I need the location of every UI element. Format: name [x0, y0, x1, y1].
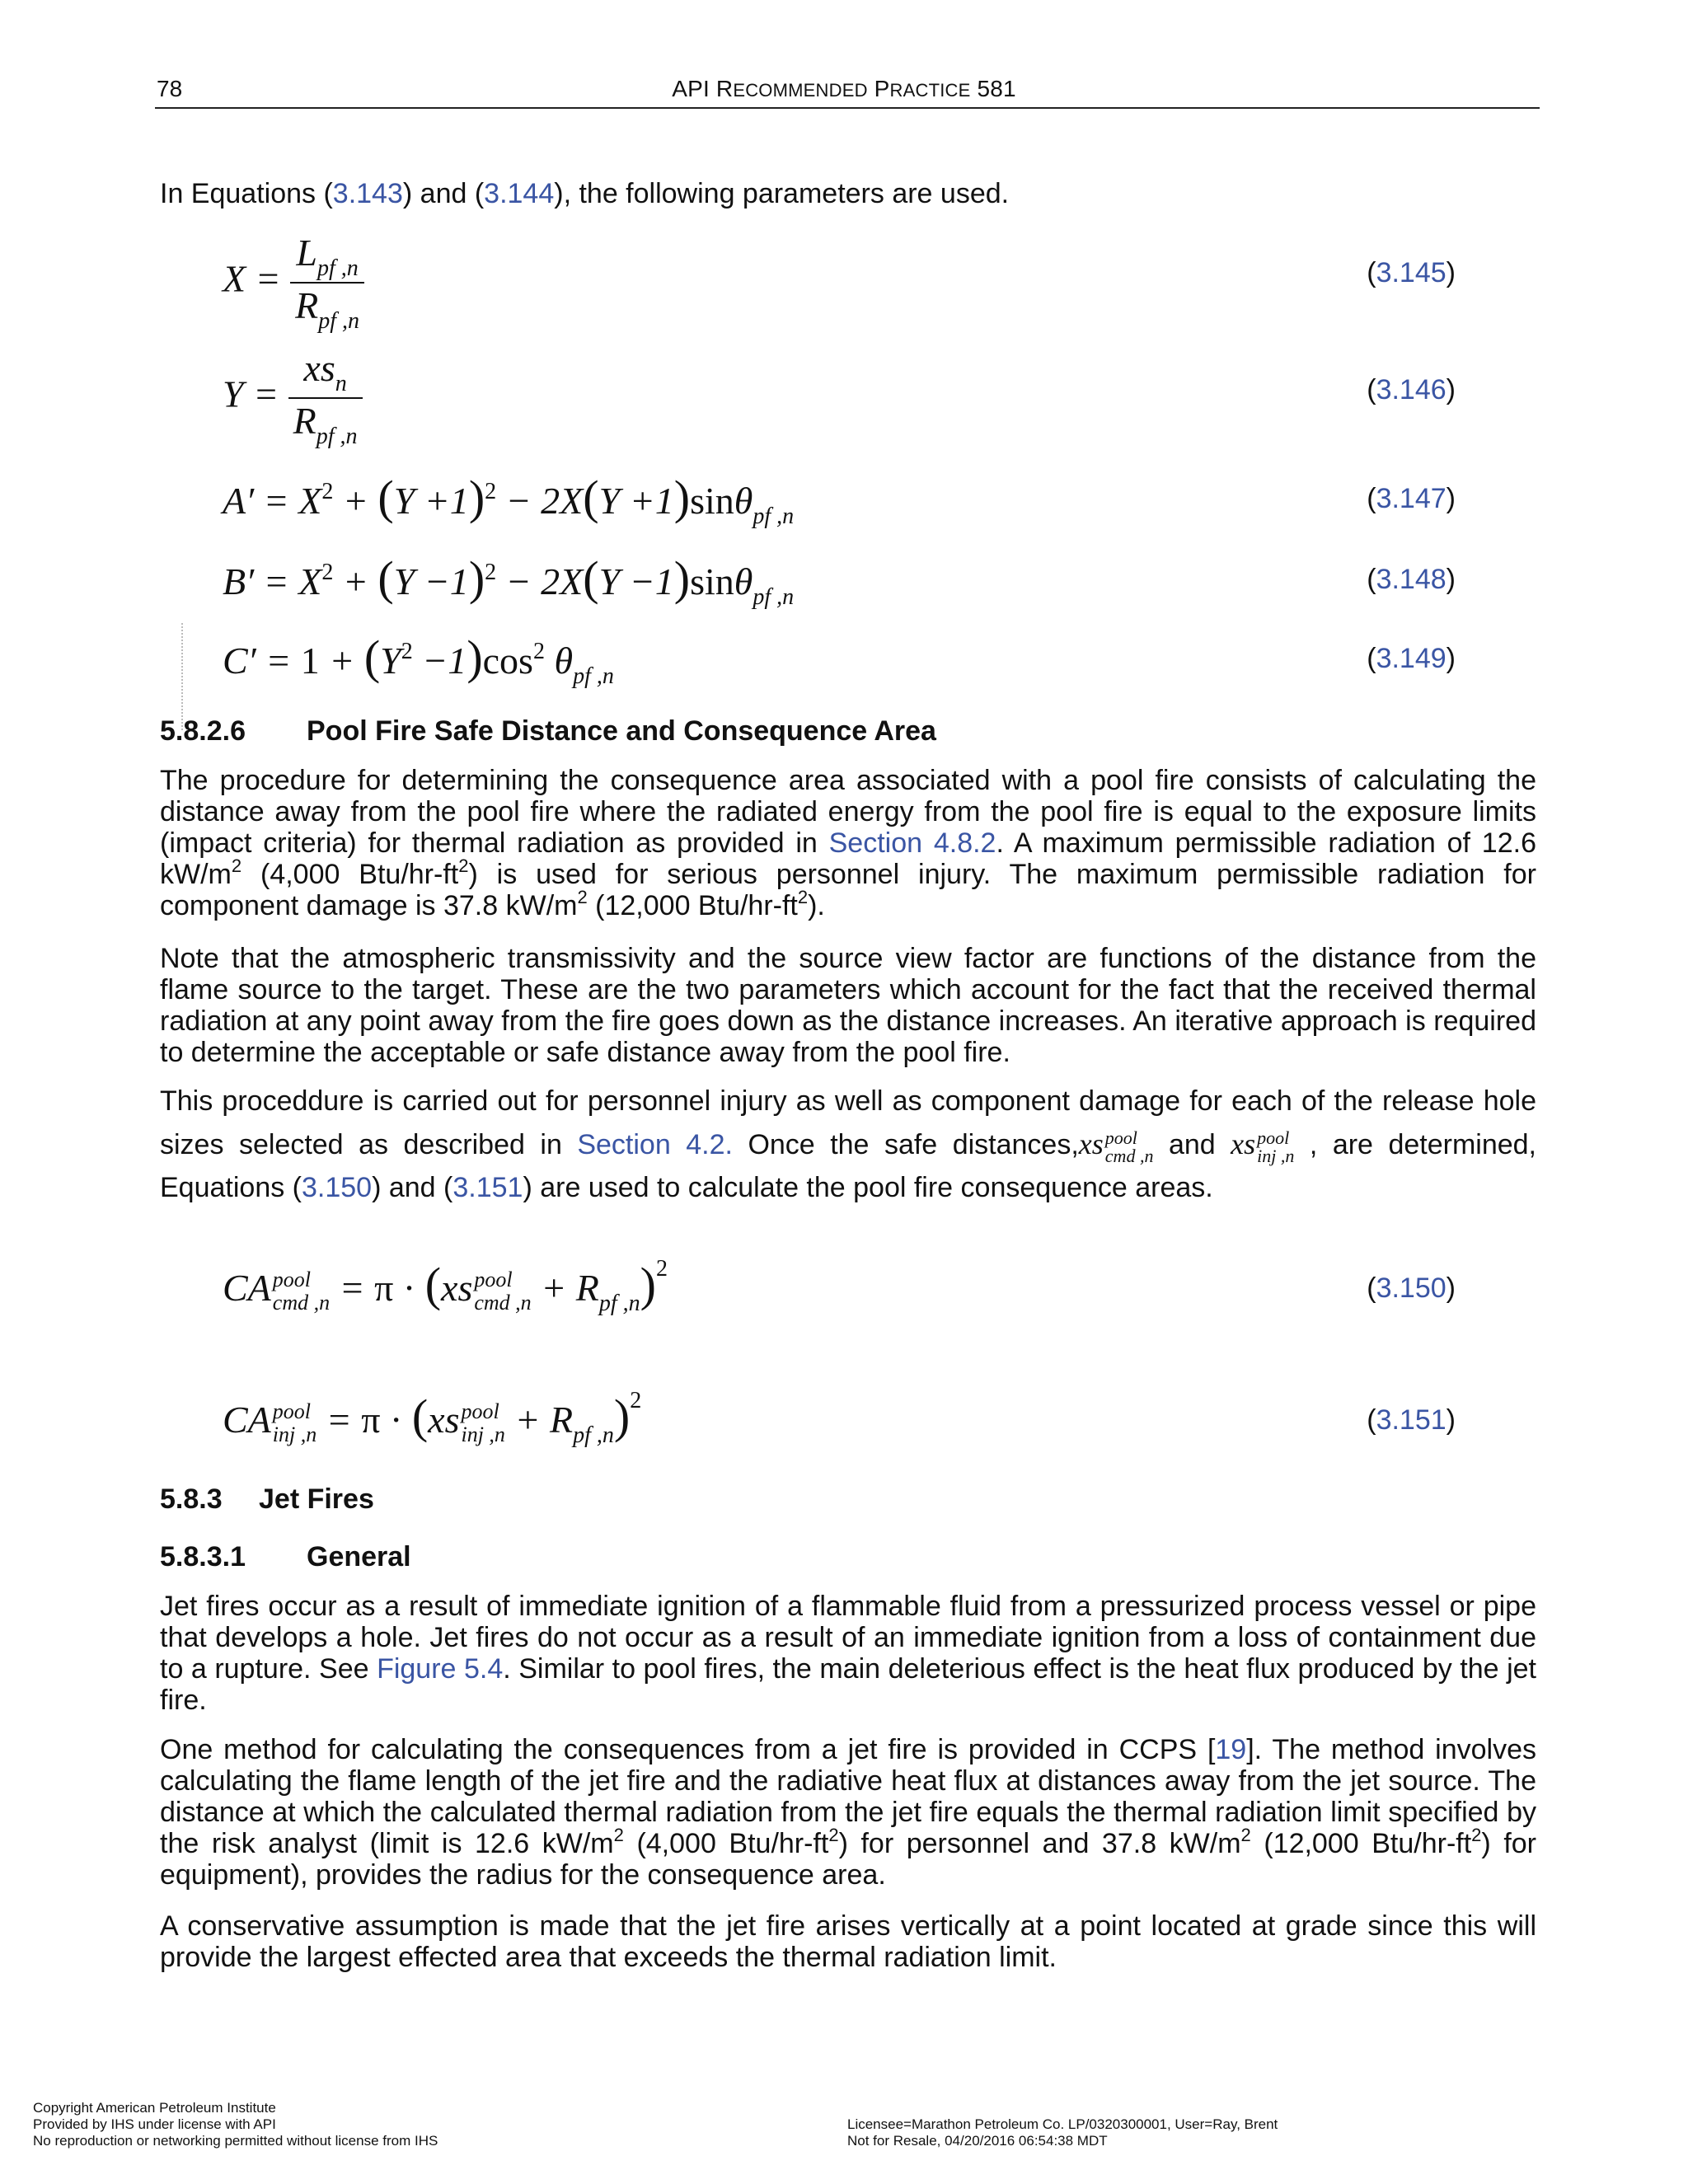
section-heading: 5.8.3.1 General: [160, 1541, 411, 1572]
equation-3-147: $A' = X^2 + (Y +1)^2 - 2X(Y +1)\sin\theta_{pf ,n}$: [223, 471, 795, 529]
equation-number: (3.145): [1367, 257, 1456, 288]
equation-link[interactable]: 3.143: [332, 178, 403, 209]
reference-link[interactable]: 19: [1215, 1734, 1247, 1765]
section-link[interactable]: Section 4.8.2: [828, 827, 996, 859]
intro-paragraph: In Equations (3.143) and (3.144), the following parameters are used.: [160, 178, 1010, 209]
equation-number: (3.147): [1367, 483, 1456, 514]
equation-link[interactable]: 3.151: [452, 1172, 523, 1203]
equation-number: (3.149): [1367, 643, 1456, 674]
section-heading: 5.8.3 Jet Fires: [160, 1483, 374, 1515]
footer-right: Licensee=Marathon Petroleum Co. LP/0320300001, User=Ray, Brent Not for Resale, 04/20/2016 06:54:38 MDT: [847, 2116, 1278, 2149]
equation-number: (3.148): [1367, 564, 1456, 595]
figure-link[interactable]: Figure 5.4: [377, 1653, 504, 1685]
equation-number: (3.146): [1367, 374, 1456, 405]
equation-number: (3.150): [1367, 1272, 1456, 1304]
paragraph: The procedure for determining the consequence area associated with a pool fire consists of calculating the distance away from the pool fire where the radiated energy from the pool fire is equal to the exposure limits (impact criteria) for thermal radiation as provided in Section 4.8.2. A maximum permissible radiation of 12.6 $kW/m^2$ (4,000 Btu/$hr-ft^2$) is used for serious personnel injury. The maximum permissible radiation for component damage is 37.8 $kW/m^2$ (12,000 Btu/$hr-ft^2$).: [160, 765, 1536, 921]
equation-3-145: X = $\frac{L_{pf ,n}}{R_{pf ,n}}$: [223, 231, 364, 335]
paragraph: Jet fires occur as a result of immediate ignition of a flammable fluid from a pressurized process vessel or pipe that develops a hole. Jet fires do not occur as a result of an immediate ignition from a loss of containment due to a rupture. See Figure 5.4. Similar to pool fires, the main deleterious effect is the heat flux produced by the jet fire.: [160, 1591, 1536, 1716]
running-header: API RECOMMENDED PRACTICE 581: [672, 76, 1016, 101]
paragraph: One method for calculating the consequences from a jet fire is provided in CCPS [19]. The method involves calculating the flame length of the jet fire and the radiative heat flux at distances away from the jet source. The distance at which the calculated thermal radiation from the jet fire equals the thermal radiation limit specified by the risk analyst (limit is 12.6 $kW/m^2$ (4,000 Btu/$hr-ft^2$) for personnel and 37.8 $kW/m^2$ (12,000 Btu/$hr-ft^2$) for equipment), provides the radius for the consequence area.: [160, 1734, 1536, 1891]
paragraph: A conservative assumption is made that the jet fire arises vertically at a point located at grade since this will provide the largest effected area that exceeds the thermal radiation limit.: [160, 1910, 1536, 1973]
section-heading: 5.8.2.6 Pool Fire Safe Distance and Consequence Area: [160, 715, 936, 747]
footer-left: Copyright American Petroleum Institute Provided by IHS under license with API No reproduction or networking permitted without license from IHS: [33, 2100, 438, 2149]
paragraph: Note that the atmospheric transmissivity and the source view factor are functions of the distance from the flame source to the target. These are the two parameters which account for the fact that the received thermal radiation at any point away from the fire goes down as the distance increases. An iterative approach is required to determine the acceptable or safe distance away from the pool fire.: [160, 943, 1536, 1068]
equation-3-149: $C' = 1 + (Y^2 -1)\cos^2$ $\theta_{pf ,n}$: [223, 630, 614, 689]
inline-math: xs pool inj ,n: [1231, 1127, 1295, 1166]
page-number: 78: [157, 76, 183, 101]
equation-link[interactable]: 3.150: [302, 1172, 373, 1203]
equation-3-146: Y = $\frac{xs_n}{R_{pf ,n}}$: [223, 346, 363, 450]
equation-3-151: CA pool inj ,n = π · (xs pool inj ,n + $R_{pf ,n})^2$: [223, 1388, 642, 1448]
equation-number: (3.151): [1367, 1404, 1456, 1436]
paragraph: This proceddure is carried out for personnel injury as well as component damage for each of the release hole sizes selected as described in Section 4.2. Once the safe distances,xs pool cmd ,n and xs pool inj ,n , are determined, Equations (3.150) and (3.151) are used to calculate the pool fire consequence areas.: [160, 1085, 1537, 1203]
equation-3-150: CA pool cmd ,n = π · (xs pool cmd ,n + $R_{pf ,n})^2$: [223, 1256, 668, 1316]
section-link[interactable]: Section 4.2.: [577, 1129, 733, 1160]
equation-link[interactable]: 3.144: [484, 178, 555, 209]
margin-dotted-line: [181, 623, 183, 730]
header-rule: [155, 107, 1540, 109]
equation-3-148: $B' = X^2 + (Y -1)^2 - 2X(Y -1)\sin\theta_{pf ,n}$: [223, 551, 795, 610]
inline-math: xs pool cmd ,n: [1078, 1127, 1154, 1166]
